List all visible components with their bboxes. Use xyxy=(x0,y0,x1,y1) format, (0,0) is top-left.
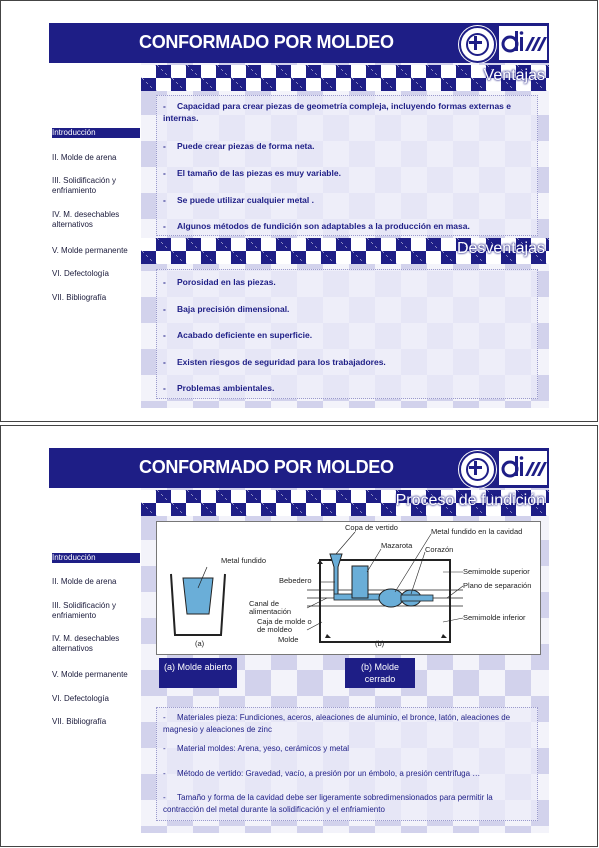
section-title: Ventajas xyxy=(483,67,545,84)
label-copa: Copa de vertido xyxy=(345,523,398,532)
sidebar-item-introduccion[interactable]: Introducción xyxy=(52,553,140,563)
slide-title: CONFORMADO POR MOLDEO xyxy=(139,32,394,52)
proceso-panel xyxy=(156,707,538,821)
sidebar-item-defectologia[interactable]: VI. Defectología xyxy=(52,269,109,278)
section-band-ventajas xyxy=(141,65,549,91)
label-a: (a) xyxy=(195,639,205,648)
label-plano: Plano de separación xyxy=(463,581,532,590)
slide-2 xyxy=(0,425,598,847)
label-bebedero: Bebedero xyxy=(279,576,312,585)
section-band-desventajas xyxy=(141,238,549,264)
list-item: - Puede crear piezas de forma neta. xyxy=(163,141,315,151)
sidebar-item-introduccion[interactable]: Introducción xyxy=(52,128,140,138)
list-item: - Algunos métodos de fundición son adaptables a la producción en masa. xyxy=(163,221,470,231)
ventajas-panel xyxy=(156,95,538,236)
sidebar-item-desechables[interactable]: IV. M. desechables alternativos xyxy=(52,634,120,653)
dim-logo xyxy=(499,451,547,485)
sidebar-item-solidificacion[interactable]: III. Solidificación y enfriamiento xyxy=(52,601,117,620)
label-caja: Caja de molde o de moldeo xyxy=(257,617,312,634)
sidebar-nav xyxy=(49,63,141,408)
slide-header xyxy=(49,23,549,63)
section-band-proceso xyxy=(141,490,549,516)
sidebar-item-molde-arena[interactable]: II. Molde de arena xyxy=(52,577,117,586)
list-item: - Baja precisión dimensional. xyxy=(163,304,290,314)
list-item: - Capacidad para crear piezas de geometría compleja, incluyendo formas externas e internas. xyxy=(163,101,511,123)
desventajas-panel xyxy=(156,269,538,399)
sidebar-item-bibliografia[interactable]: VII. Bibliografía xyxy=(52,293,107,302)
label-semimolde-inf: Semimolde inferior xyxy=(463,613,526,622)
sidebar-item-molde-permanente[interactable]: V. Molde permanente xyxy=(52,670,128,679)
sidebar-item-molde-permanente[interactable]: V. Molde permanente xyxy=(52,246,128,255)
slide-header xyxy=(49,448,549,488)
list-item: - Se puede utilizar cualquier metal . xyxy=(163,195,314,205)
list-item: - Problemas ambientales. xyxy=(163,383,275,393)
section-title: Desventajas xyxy=(456,240,545,257)
slide-title: CONFORMADO POR MOLDEO xyxy=(139,457,394,477)
list-item: - Existen riesgos de seguridad para los trabajadores. xyxy=(163,357,386,367)
list-item: - Método de vertido: Gravedad, vacío, a presión por un émbolo, a presión centrífuga … xyxy=(163,769,481,778)
university-logo xyxy=(459,451,496,488)
list-item: - Materiales pieza: Fundiciones, aceros, aleaciones de aluminio, el bronce, latón, aleaciones de magnesio y aleaciones de zinc xyxy=(163,713,511,734)
sidebar-item-solidificacion[interactable]: III. Solidificación y enfriamiento xyxy=(52,176,117,195)
sidebar-item-desechables[interactable]: IV. M. desechables alternativos xyxy=(52,210,120,229)
casting-diagram xyxy=(156,521,541,655)
dim-logo xyxy=(499,26,547,60)
sidebar-nav xyxy=(49,488,141,833)
list-item: - Material moldes: Arena, yeso, cerámicos y metal xyxy=(163,744,350,753)
label-metal-fundido: Metal fundido xyxy=(221,556,267,565)
list-item: - Porosidad en las piezas. xyxy=(163,277,276,287)
sidebar-item-defectologia[interactable]: VI. Defectología xyxy=(52,694,109,703)
tag-molde-cerrado: (b) Molde cerrado xyxy=(345,658,415,688)
slide-1 xyxy=(0,0,598,422)
sidebar-item-bibliografia[interactable]: VII. Bibliografía xyxy=(52,717,107,726)
label-semimolde-sup: Semimolde superior xyxy=(463,567,530,576)
label-metal-cavidad: Metal fundido en la cavidad xyxy=(431,527,523,536)
label-b: (b) xyxy=(375,639,385,648)
tag-molde-abierto: (a) Molde abierto xyxy=(159,658,237,688)
list-item: - Acabado deficiente en superficie. xyxy=(163,330,313,340)
section-title: Proceso de fundición xyxy=(395,492,545,509)
sidebar-item-molde-arena[interactable]: II. Molde de arena xyxy=(52,153,117,162)
list-item: - El tamaño de las piezas es muy variable. xyxy=(163,168,341,178)
label-corazon: Corazón xyxy=(425,545,454,554)
university-logo xyxy=(459,26,496,63)
label-molde: Molde xyxy=(278,635,299,644)
list-item: - Tamaño y forma de la cavidad debe ser ligeramente sobredimensionados para permitir la contracción del metal durante la solidificación y el enfriamiento xyxy=(163,793,493,814)
label-canal: Canal de alimentación xyxy=(249,599,292,616)
label-mazarota: Mazarota xyxy=(381,541,413,550)
